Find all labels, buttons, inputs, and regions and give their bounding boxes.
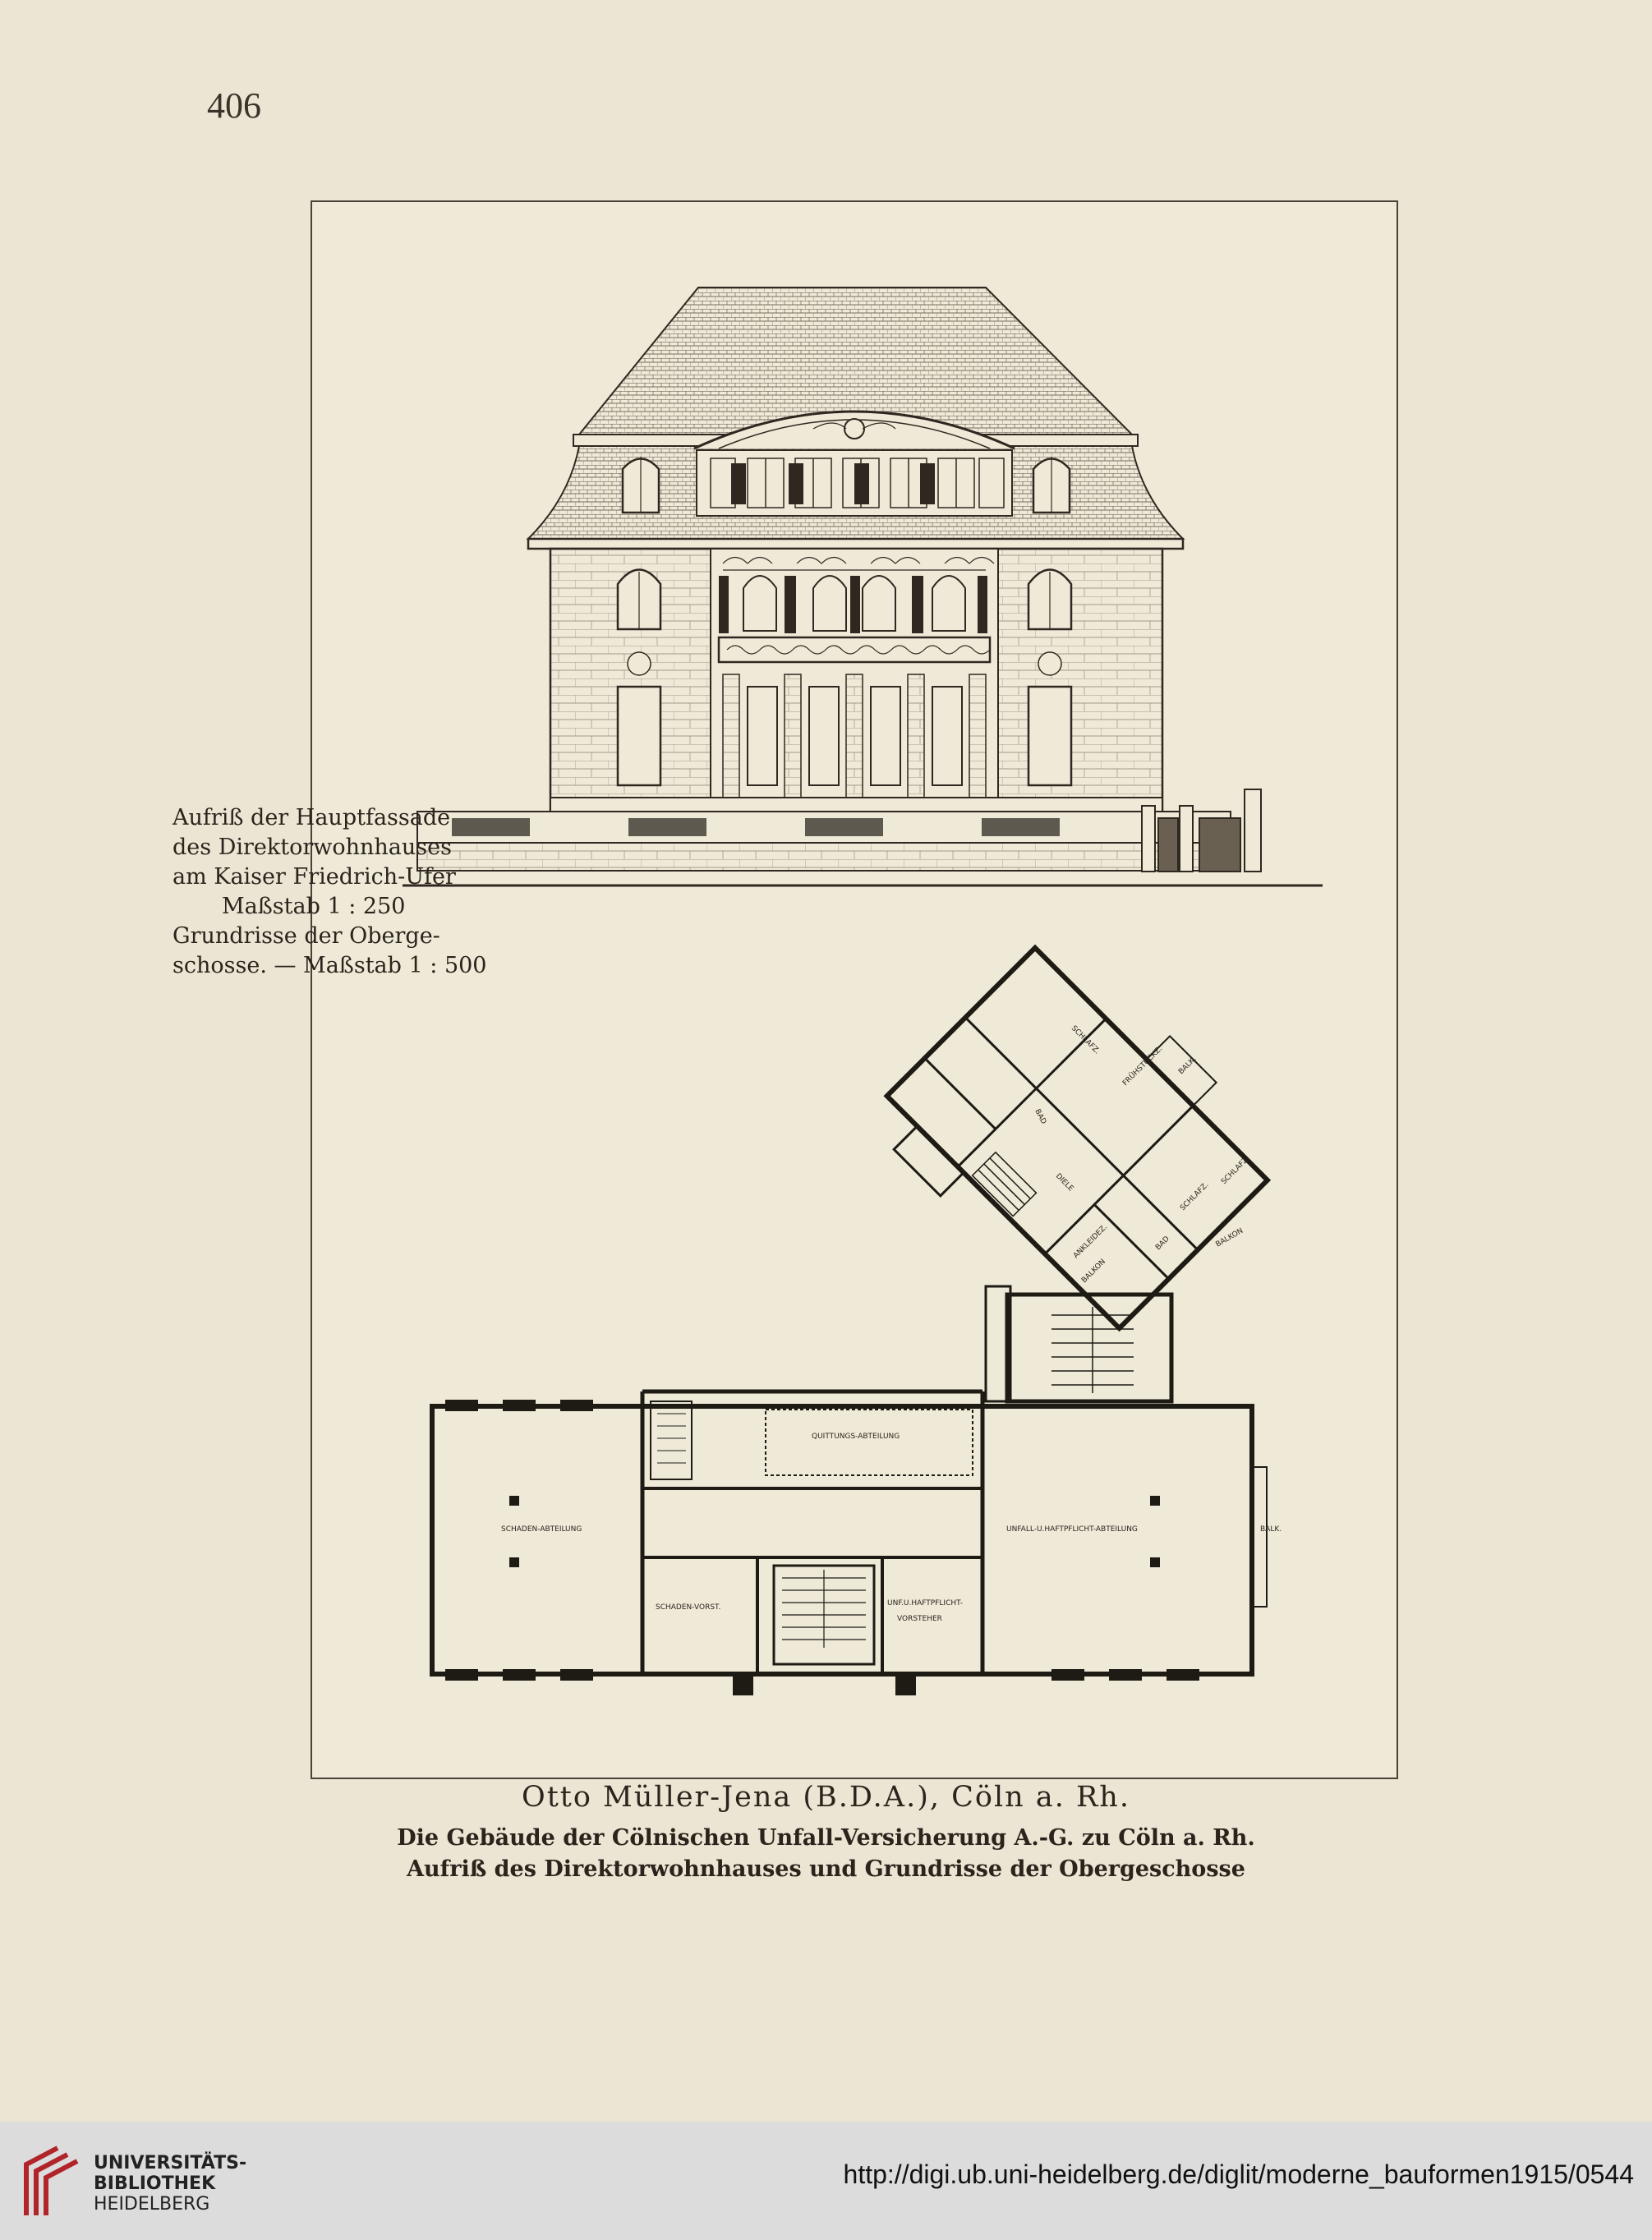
label-balkon: BALKON	[1080, 1258, 1107, 1286]
label-unfall: UNFALL-U.HAFTPFLICHT-ABTEILUNG	[1006, 1525, 1138, 1534]
legend-line: Grundrisse der Oberge-	[173, 923, 440, 949]
caption-description: Aufriß des Direktorwohnhauses und Grundrisse der Obergeschosse	[407, 1856, 1245, 1882]
facade-elevation	[403, 287, 1323, 885]
legend-line: Maßstab 1 : 250	[222, 894, 406, 919]
permalink-url[interactable]: http://digi.ub.uni-heidelberg.de/diglit/moderne_bauformen1915/0544	[843, 2160, 1634, 2189]
label-unf-vorst-1: UNF.U.HAFTPFLICHT-	[887, 1599, 964, 1608]
label-diele: DIELE	[1053, 1172, 1075, 1194]
legend-line: Aufriß der Hauptfassade	[173, 805, 451, 830]
label-schaden: SCHADEN-ABTEILUNG	[501, 1525, 582, 1534]
label-fruehstueckz: FRÜHSTÜCKZ.	[1121, 1044, 1165, 1088]
label-schaden-vorst: SCHADEN-VORST.	[656, 1603, 721, 1612]
caption-building: Die Gebäude der Cölnischen Unfall-Versicherung A.-G. zu Cöln a. Rh.	[397, 1825, 1255, 1851]
footer-bar	[0, 2122, 1652, 2240]
label-schlafz-1: SCHLAFZ.	[1069, 1024, 1102, 1056]
label-bad-2: BAD	[1154, 1235, 1171, 1253]
label-balkon-2: BALKON	[1214, 1226, 1245, 1249]
page-number: 406	[207, 85, 261, 126]
label-quittungs: QUITTUNGS-ABTEILUNG	[812, 1433, 900, 1441]
drawing-plate	[311, 200, 1398, 1779]
label-balk-1: BALK.	[1177, 1055, 1199, 1077]
library-name-line: BIBLIOTHEK	[94, 2173, 216, 2194]
upper-floor-plans	[432, 925, 1291, 1695]
label-unf-vorst-2: VORSTEHER	[897, 1615, 942, 1623]
library-name	[94, 2153, 246, 2215]
legend-line: des Direktorwohnhauses	[173, 835, 452, 860]
office-wing-plan	[432, 1406, 1252, 1674]
label-ankleidez: ANKLEIDEZ.	[1072, 1223, 1110, 1261]
label-bad-1: BAD	[1033, 1107, 1048, 1126]
residence-wing-plan	[863, 925, 1291, 1352]
architectural-drawings	[312, 202, 1397, 1778]
library-name-line: HEIDELBERG	[94, 2194, 210, 2215]
legend-line: am Kaiser Friedrich-Ufer	[173, 864, 456, 890]
caption-architect: Otto Müller-Jena (B.D.A.), Cöln a. Rh.	[522, 1781, 1130, 1814]
library-logo-icon	[18, 2140, 82, 2222]
label-schlafz-3: SCHLAFZ.	[1179, 1180, 1211, 1213]
library-name-line: UNIVERSITÄTS-	[94, 2153, 247, 2173]
drawing-legend	[173, 803, 485, 981]
label-balk-2: BALK.	[1260, 1525, 1282, 1534]
legend-line: schosse. — Maßstab 1 : 500	[173, 953, 487, 978]
label-schlafz-2: SCHLAFZ.	[1220, 1154, 1252, 1187]
